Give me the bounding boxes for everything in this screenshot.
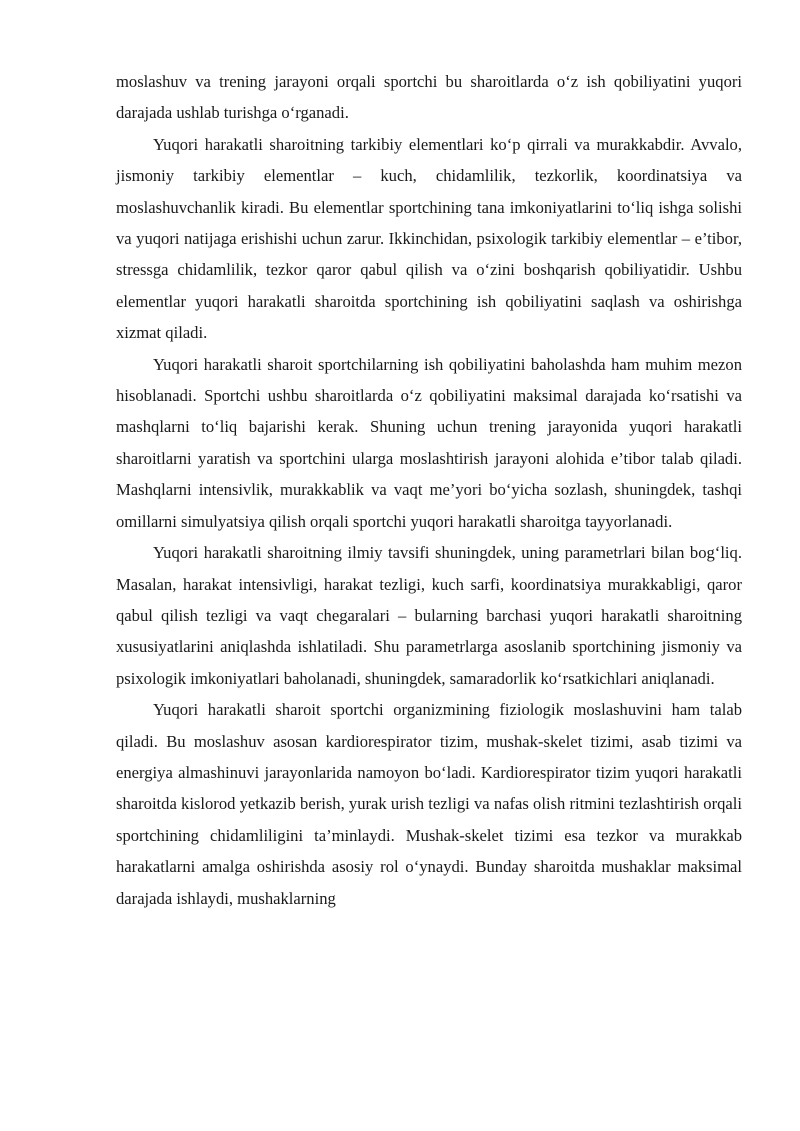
paragraph-performance-criterion: Yuqori harakatli sharoit sportchilarning ish qobiliyatini baholashda ham muhim mezon hisoblanadi. Sportchi ushbu sharoitlarda o‘z qobiliyatini maksimal darajada ko‘rsatishi va mashqlarni to‘liq bajarishi kerak. Shuning uchun trening jarayonida yuqori harakatli sharoitlarni yaratish va sportchini ularga moslashtirish jarayoni alohida e’tibor talab qiladi. Mashqlarni intensivlik, murakkablik va vaqt me’yori bo‘yicha sozlash, shuningdek, tashqi omillarni simulyatsiya qilish orqali sportchi yuqori harakatli sharoitga tayyorlanadi.: [116, 354, 742, 531]
paragraph-physiological-adaptation: Yuqori harakatli sharoit sportchi organizmining fiziologik moslashuvini ham talab qiladi. Bu moslashuv asosan kardiorespirator tizim, mushak-skelet tizimi, asab tizimi va energiya almashinuvi jarayonlarida namoyon bo‘ladi. Kardiorespirator tizim yuqori harakatli sharoitda kislorod yetkazib berish, yurak urish tezligi va nafas olish ritmini tezlashtirish orqali sportchining chidamliligini ta’minlaydi. Mushak-skelet tizimi esa tezkor va murakkab harakatlarni amalga oshirishda asosiy rol o‘ynaydi. Bunday sharoitda mushaklar maksimal darajada ishlaydi, mushaklarning: [116, 700, 742, 908]
document-page: [116, 66, 742, 914]
paragraph-structural-elements: Yuqori harakatli sharoitning tarkibiy elementlari ko‘p qirrali va murakkabdir. Avvalo, jismoniy tarkibiy elementlar – kuch, chidamlilik, tezkorlik, koordinatsiya va moslashuvchanlik kiradi. Bu elementlar sportchining tana imkoniyatlarini to‘liq ishga solishi va yuqori natijaga erishishi uchun zarur. Ikkinchidan, psixologik tarkibiy elementlar – e’tibor, stressga chidamlilik, tezkor qaror qabul qilish va o‘zini boshqarish qobiliyatidir. Ushbu elementlar yuqori harakatli sharoitda sportchining ish qobiliyatini saqlash va oshirishga xizmat qiladi.: [116, 134, 742, 343]
paragraph-scientific-parameters: Yuqori harakatli sharoitning ilmiy tavsifi shuningdek, uning parametrlari bilan bog‘liq. Masalan, harakat intensivligi, harakat tezligi, kuch sarfi, koordinatsiya murakkabligi, qaror qabul qilish tezligi va vaqt chegaralari – bularning barchasi yuqori harakatli sharoitning xususiyatlarini aniqlashda ishlatiladi. Shu parametrlarga asoslanib sportchining jismoniy va psixologik imkoniyatlari baholanadi, shuningdek, samaradorlik ko‘rsatkichlari aniqlanadi.: [116, 543, 742, 688]
paragraph-continuation: moslashuv va trening jarayoni orqali sportchi bu sharoitlarda o‘z ish qobiliyatini yuqori darajada ushlab turishga o‘rganadi.: [116, 72, 742, 123]
